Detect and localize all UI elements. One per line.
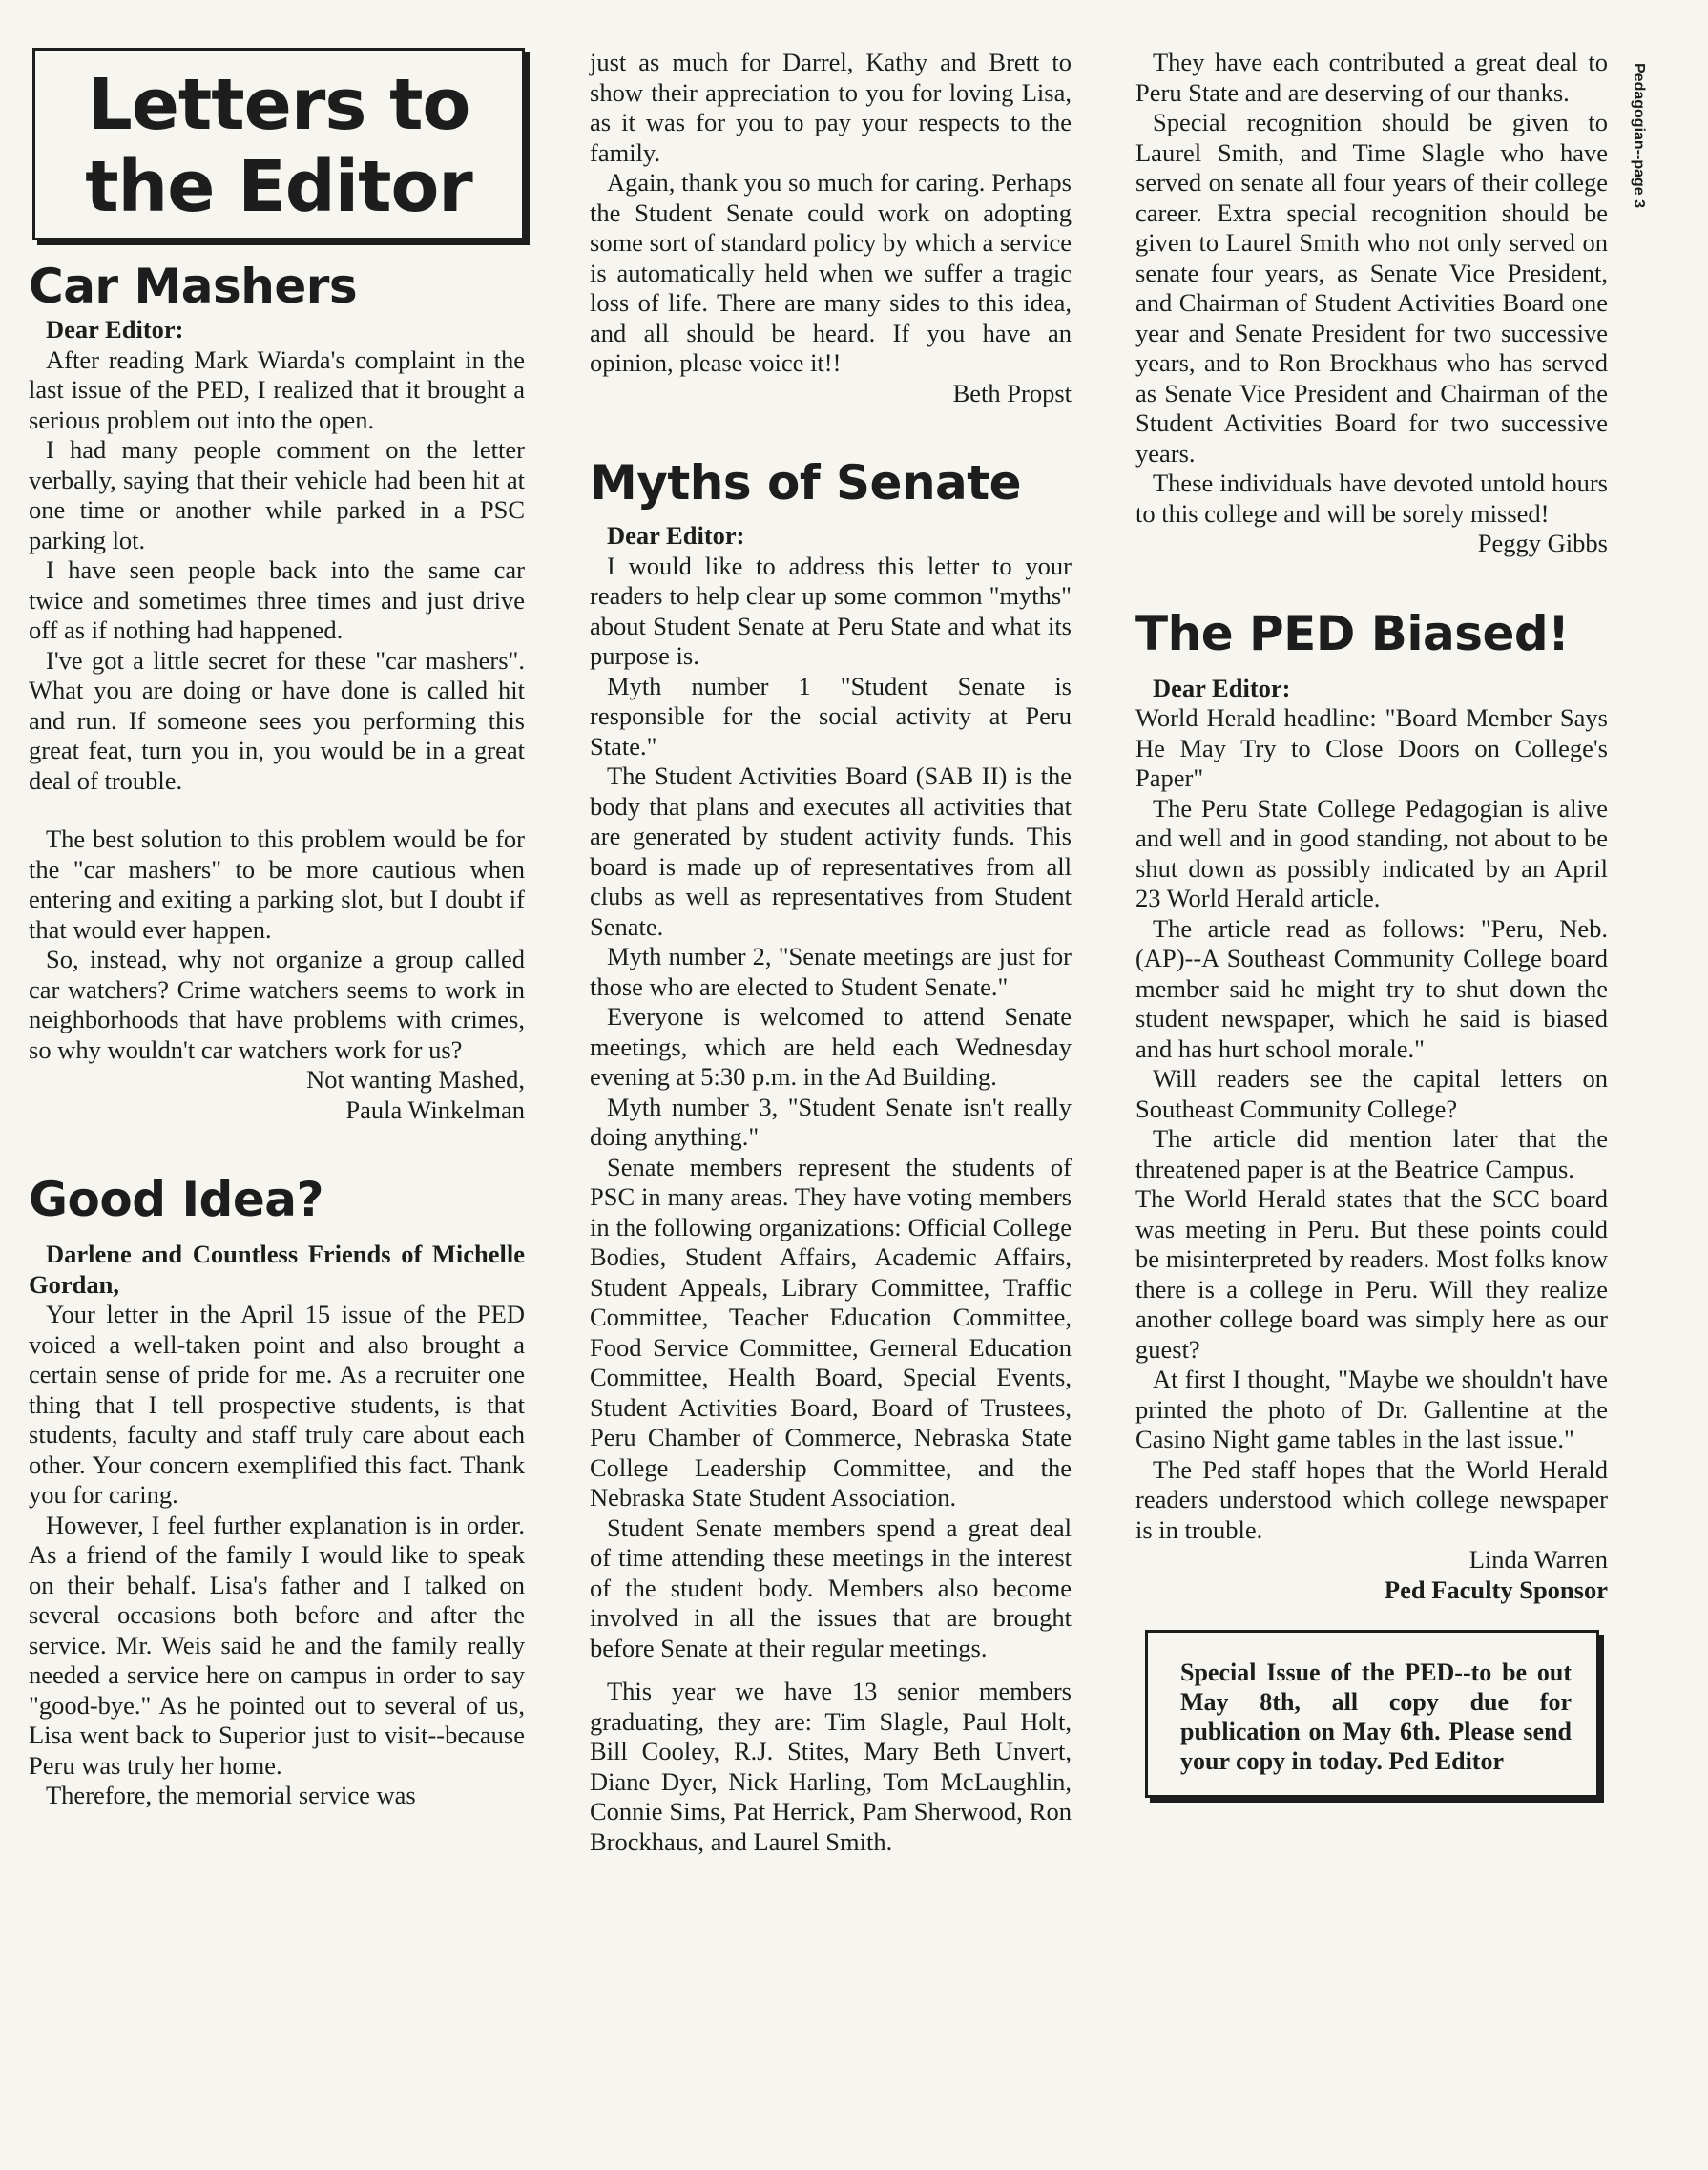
notice-text: Special Issue of the PED--to be out May 8th, all copy due for publication on May 6th. Please send your copy in today. Ped Editor (1180, 1659, 1572, 1775)
good-idea-salutation: Darlene and Countless Friends of Michelle Gordan, (29, 1240, 525, 1299)
myths-paragraph: The Student Activities Board (SAB II) is the body that plans and executes all activities that are generated by student activity funds. This board is made up of representatives from all clubs as well as representatives from Student Senate. (590, 762, 1072, 941)
car-mashers-heading: Car Mashers (29, 259, 358, 314)
car-mashers-paragraph: I've got a little secret for these "car mashers". What you are doing or have done is called hit and run. If someone sees you performing this great feat, turn you in, you would be in a great deal of trouble. (29, 645, 525, 795)
myths-paragraph: Myth number 2, "Senate meetings are just for those who are elected to Student Senate." (590, 942, 1072, 1001)
myths-paragraph: I would like to address this letter to your readers to help clear up some common "myths" about Student Senate at Peru State and what its purpose is. (590, 551, 1072, 670)
page-label: Pedagogian--page 3 (1631, 63, 1647, 209)
biased-paragraph: The Peru State College Pedagogian is alive and well and in good standing, not about to be shut down as possibly indicated by an April 23 World Herald article. (1135, 793, 1608, 912)
column-3 (1135, 48, 1608, 1798)
myths-salutation: Dear Editor: (607, 521, 745, 550)
myths-paragraph: They have each contributed a great deal to Peru State and are deserving of our thanks. (1135, 48, 1608, 107)
title-line-2: the Editor (85, 146, 472, 228)
myths-paragraph: Student Senate members spend a great deal of time attending these meetings in the interest of the student body. Members also become involved in all the issues that are brought before Senate at their regular meetings. (590, 1513, 1072, 1662)
car-mashers-signoff: Not wanting Mashed, (306, 1065, 525, 1094)
biased-heading: The PED Biased! (1135, 605, 1570, 661)
biased-paragraph: The Ped staff hopes that the World Herald readers understood which college newspaper is in trouble. (1135, 1454, 1608, 1544)
biased-paragraph: The article did mention later that the threatened paper is at the Beatrice Campus. (1135, 1124, 1608, 1183)
good-idea-heading: Good Idea? (29, 1172, 323, 1227)
myths-paragraph: This year we have 13 senior members graduating, they are: Tim Slagle, Paul Holt, Bill Cooley, R.J. Stites, Mary Beth Unvert, Diane Dyer, Nick Harling, Tom McLaughlin, Connie Sims, Pat Herrick, Pam Sherwood, Ron Brockhaus, and Laurel Smith. (590, 1677, 1072, 1856)
myths-paragraph: Senate members represent the students of PSC in many areas. They have voting members in the following organizations: Official College Bodies, Student Affairs, Academic Affairs, Student Appeals, Library Committee, Traffic Committee, Teacher Education Committee, Food Service Committee, Gerneral Education Committee, Health Board, Special Events, Student Activities Board, Board of Trustees, Peru Chamber of Commerce, Nebraska State College Leadership Committee, and the Nebraska State Student Association. (590, 1152, 1072, 1512)
biased-paragraph: Will readers see the capital letters on Southeast Community College? (1135, 1064, 1608, 1123)
myths-paragraph: Special recognition should be given to Laurel Smith, and Time Slagle who have served on senate all four years of their college career. Extra special recognition should be given to Laurel Smith who not only served on senate four years, as Senate Vice President, and Chairman of Student Activities Board one year and Senate President for two successive years, and to Ron Brockhaus who has served as Senate Vice President and Chairman of the Student Activities Board for two successive years. (1135, 108, 1608, 468)
biased-paragraph: At first I thought, "Maybe we shouldn't have printed the photo of Dr. Gallentine at the Casino Night game tables in the last issue." (1135, 1365, 1608, 1453)
biased-paragraph: World Herald headline: "Board Member Says He May Try to Close Doors on College's Paper" (1135, 703, 1608, 792)
biased-paragraph: The article read as follows: "Peru, Neb. (AP)--A Southeast Community College board member said he might try to shut down the student newspaper, which he said is biased and has hurt school morale." (1135, 913, 1608, 1063)
myths-heading: Myths of Senate (590, 455, 1022, 511)
car-mashers-paragraph: After reading Mark Wiarda's complaint in the last issue of the PED, I realized that it brought a serious problem out into the open. (29, 344, 525, 434)
myths-paragraph: Everyone is welcomed to attend Senate meetings, which are held each Wednesday evening at 5:30 p.m. in the Ad Building. (590, 1002, 1072, 1091)
car-mashers-paragraph: I have seen people back into the same car twice and sometimes three times and just drive off as if nothing had happened. (29, 555, 525, 644)
good-idea-paragraph: just as much for Darrel, Kathy and Brett to show their appreciation to you for loving Lisa, as it was for you to pay your respects to the family. (590, 48, 1072, 167)
biased-signature: Linda Warren (1468, 1545, 1608, 1574)
column-1 (29, 48, 525, 1811)
car-mashers-paragraph: The best solution to this problem would be for the "car mashers" to be more cautious when entering and exiting a parking slot, but I doubt if that would ever happen. (29, 824, 525, 944)
good-idea-paragraph: Therefore, the memorial service was (46, 1781, 416, 1809)
car-mashers-signature: Paula Winkelman (345, 1095, 525, 1124)
car-mashers-salutation: Dear Editor: (46, 315, 184, 344)
title-box (32, 48, 525, 240)
column-2 (590, 48, 1072, 1857)
good-idea-paragraph: Your letter in the April 15 issue of the PED voiced a well-taken point and also brought a certain sense of pride for me. As a recruiter one thing that I tell prospective students, is that students, faculty and staff truly care about each other. Your concern exemplified this fact. Thank you for caring. (29, 1300, 525, 1509)
biased-signature-title: Ped Faculty Sponsor (1384, 1575, 1608, 1604)
myths-paragraph: Myth number 3, "Student Senate isn't really doing anything." (590, 1092, 1072, 1151)
biased-paragraph: The World Herald states that the SCC board was meeting in Peru. But these points could be misinterpreted by readers. Most folks know there is a college in Peru. Will they realize another college board was simply here as our guest? (1135, 1184, 1608, 1364)
special-issue-notice (1145, 1630, 1599, 1798)
myths-paragraph: Myth number 1 "Student Senate is responsible for the social activity at Peru State." (590, 671, 1072, 761)
good-idea-paragraph: Again, thank you so much for caring. Perhaps the Student Senate could work on adopting some sort of standard policy by which a service is automatically held when we suffer a tragic loss of life. There are many sides to this idea, and all should be heard. If you have an opinion, please voice it!! (590, 168, 1072, 377)
good-idea-signature: Beth Propst (952, 378, 1072, 407)
title-line-1: Letters to (87, 64, 470, 146)
biased-salutation: Dear Editor: (1153, 673, 1291, 702)
car-mashers-paragraph: So, instead, why not organize a group called car watchers? Crime watchers seems to work in neighborhoods that have problems with crimes, so why wouldn't car watchers work for us? (29, 945, 525, 1064)
myths-signature: Peggy Gibbs (1477, 529, 1608, 557)
myths-paragraph: These individuals have devoted untold hours to this college and will be sorely missed! (1135, 469, 1608, 528)
car-mashers-paragraph: I had many people comment on the letter verbally, saying that their vehicle had been hit at one time or another while parked in a PSC parking lot. (29, 435, 525, 554)
good-idea-paragraph: However, I feel further explanation is in order. As a friend of the family I would like to speak on their behalf. Lisa's father and I talked on several occasions both before and after the service. Mr. Weis said he and the family really needed a service here on campus in order to say "good-bye." As he pointed out to several of us, Lisa went back to Superior just to visit--because Peru was truly her home. (29, 1510, 525, 1780)
